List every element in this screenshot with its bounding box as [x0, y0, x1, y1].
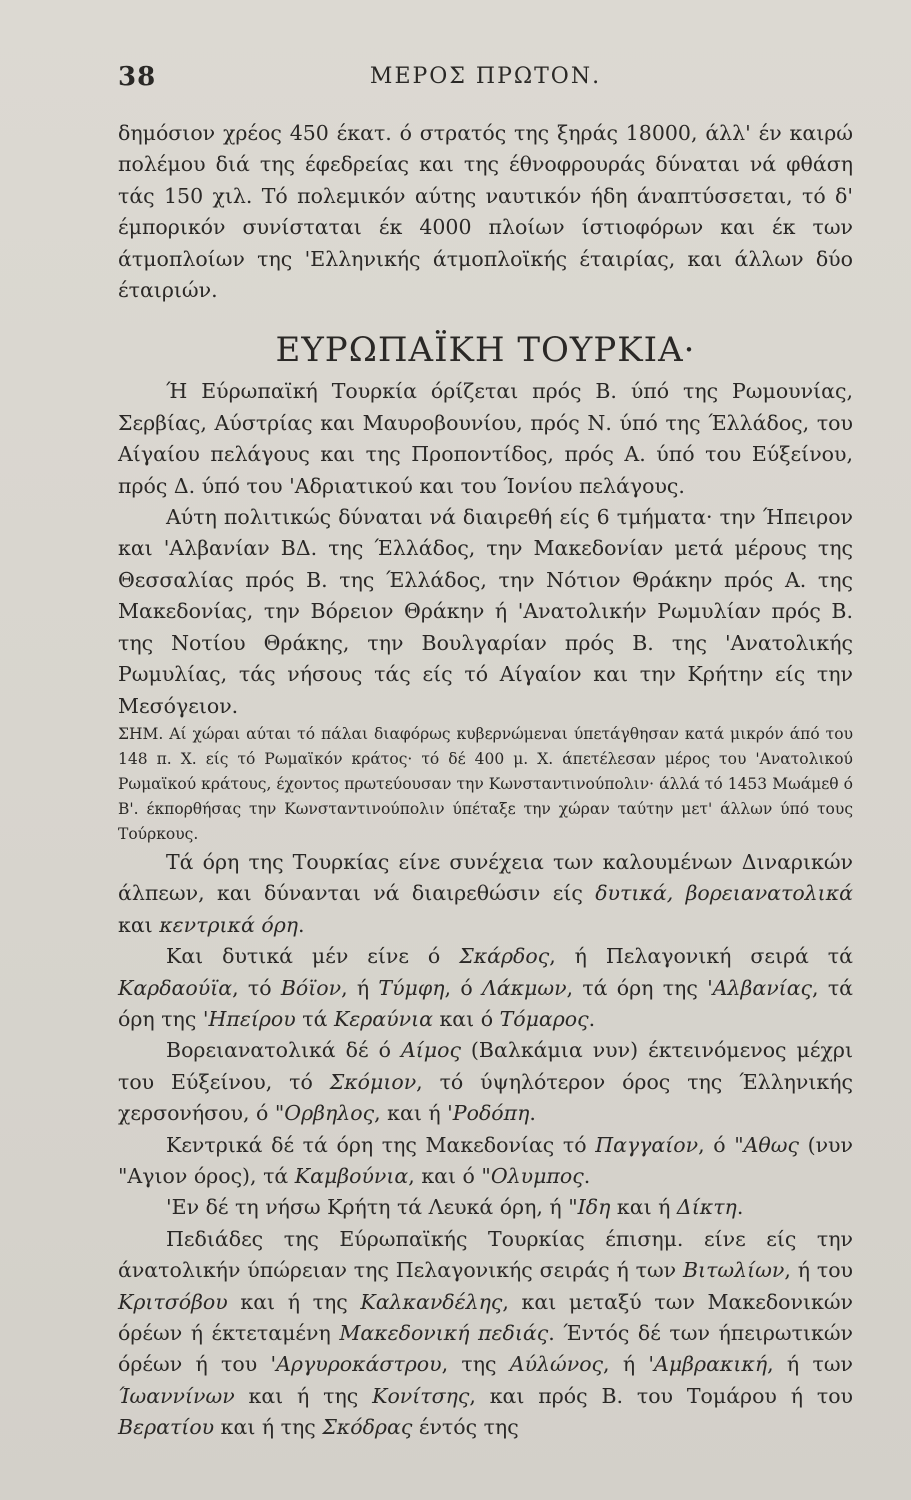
section-heading: ΕΥΡΩΠΑΪΚΗ ΤΟΥΡΚΙΑ·: [275, 330, 696, 371]
italic-term: Καρδαούϊα: [118, 975, 233, 1000]
text-run: , και μεταξύ των Μακεδονικών όρέων ή έκτεταμένη: [118, 1289, 853, 1345]
paragraph-mountains: [118, 847, 853, 941]
historical-note: ΣΗΜ. Αί χώραι αύται τό πάλαι διαφόρως κυβερνώμεναι ύπετάγθησαν κατά μικρόν άπό του 148 π. Χ. είς τό Ρωμαϊκόν κράτος· τό δέ 400 μ. Χ. άπετέλεσαν μέρος του 'Ανατολικού Ρωμαϊκού κράτους, έχοντος πρωτεύουσαν την Κωνσταντινούπολιν· άλλά τό 1453 Μωάμεθ ό Β'. έκπορθήσας την Κωνσταντινούπολιν ύπέταξε την χώραν ταύτην μετ' άλλων ύπό τους Τούρκους.: [118, 724, 853, 843]
paragraph-crete-mountains: [118, 1192, 853, 1223]
text-run: , και ή: [374, 1101, 448, 1126]
text-run: .: [583, 1163, 591, 1188]
text-run: , και ό: [408, 1163, 482, 1188]
italic-term: Τύμφη: [378, 975, 445, 1000]
italic-term: Σκάρδος: [459, 944, 550, 969]
italic-term: Βόϊον: [280, 975, 342, 1000]
italic-term: Σκόμιον: [329, 1069, 417, 1094]
page-header: [118, 62, 853, 102]
italic-term: Ίωαννίνων: [118, 1383, 235, 1408]
italic-term: Λάκμων: [481, 975, 567, 1000]
text-run: , ή: [341, 975, 379, 1000]
text-run: τά: [295, 1006, 334, 1031]
page-body: [118, 118, 853, 1444]
text-run: , ή του: [784, 1258, 854, 1283]
italic-term: 'Ροδόπη: [447, 1101, 530, 1126]
text-run: , ό: [698, 1132, 735, 1157]
text-run: , τό: [232, 975, 281, 1000]
italic-term: κεντρικά όρη: [159, 912, 299, 937]
italic-term: Παγγαίον: [595, 1132, 699, 1157]
text-run: , ή: [603, 1352, 649, 1377]
italic-term: 'Αλβανίας: [707, 975, 813, 1000]
text-run: Βορειανατολικά δέ ό: [166, 1038, 401, 1063]
italic-term: Βερατίου: [118, 1415, 215, 1440]
text-run: .: [736, 1195, 744, 1220]
text-run: Πεδιάδες της Εύρωπαϊκής Τουρκίας έπισημ. είνε είς την άνατολικήν ύπώρειαν της Πελαγονικής σειράς ή των: [118, 1226, 853, 1283]
text-run: (Βαλκάμια νυν) έκτεινόμενος μέχρι του Εύξείνου, τό: [118, 1038, 853, 1094]
text-run: .: [529, 1101, 536, 1126]
text-run: , ό: [444, 975, 482, 1000]
text-run: , τά όρη της: [118, 975, 853, 1031]
italic-term: Κριτσόβου: [118, 1289, 228, 1314]
paragraph-navy: δημόσιον χρέος 450 έκατ. ό στρατός της ξηράς 18000, άλλ' έν καιρώ πολέμου διά της έφεδρείας και της έθνοφρουράς δύναται νά φθάση τάς 150 χιλ. Τό πολεμικόν αύτης ναυτικόν ήδη άναπτύσσεται, τό δ' έμπορικόν συνίσταται έκ 4000 πλοίων ίστιοφόρων και έκ των άτμοπλοίων της 'Ελληνικής άτμοπλοϊκής έταιρίας, και άλλων δύο έταιριών.: [118, 121, 853, 303]
text-run: και: [118, 912, 160, 937]
text-run: Τά όρη της Τουρκίας είνε συνέχεια των καλουμένων Διναρικών άλπεων, και δύνανται νά διαιρεθώσιν είς: [118, 849, 853, 906]
paragraph-divisions: Αύτη πολιτικώς δύναται νά διαιρεθή είς 6 τμήματα· την Ήπειρον και 'Αλβανίαν ΒΔ. της Έλλάδος, την Μακεδονίαν μετά μέρους της Θεσσαλίας πρός Β. της Έλλάδος, την Νότιον Θράκην πρός Α. της Μακεδονίας, την Βόρειον Θράκην ή 'Ανατολικήν Ρωμυλίαν πρός Β. της Νοτίου Θράκης, την Βουλγαρίαν πρός Β. της 'Ανατολικής Ρωμυλίας, τάς νήσους τάς είς τό Αίγαίον και την Κρήτην είς την Μεσόγειον.: [118, 505, 853, 718]
italic-term: Τόμαρος: [499, 1006, 589, 1031]
text-run: (νυν "Αγιον όρος), τά: [118, 1132, 853, 1188]
text-run: και ό: [432, 1006, 500, 1031]
italic-term: 'Αργυροκάστρου: [270, 1352, 442, 1377]
text-run: , της: [441, 1352, 510, 1377]
italic-term: "Ορβηλος: [274, 1101, 375, 1126]
italic-term: "Ολυμπος: [481, 1163, 584, 1188]
paragraph-northeastern-mountains: [118, 1035, 853, 1129]
paragraph-western-mountains: [118, 941, 853, 1035]
text-run: , ή Πελαγονική σειρά τά: [549, 944, 853, 969]
text-run: Και δυτικά μέν είνε ό: [166, 944, 460, 969]
text-run: .: [298, 912, 305, 937]
italic-term: "Ιδη: [568, 1195, 611, 1220]
italic-term: Κονίτσης: [372, 1383, 470, 1408]
text-run: έντός της: [412, 1415, 519, 1440]
paragraph-borders: Ή Εύρωπαϊκή Τουρκία όρίζεται πρός Β. ύπό της Ρωμουνίας, Σερβίας, Αύστρίας και Μαυροβουνίου, πρός Ν. ύπό της Έλλάδος, του Αίγαίου πελάγους και της Προποντίδος, πρός Α. ύπό του Εύξείνου, πρός Δ. ύπό του 'Αδριατικού και του Ίονίου πελάγους.: [118, 379, 853, 498]
italic-term: Μακεδονική πεδιάς: [339, 1321, 549, 1345]
italic-term: Σκόδρας: [322, 1415, 413, 1440]
text-run: . Έντός δέ των ήπειρωτικών όρέων ή του: [118, 1321, 853, 1377]
italic-term: Καμβούνια: [294, 1163, 409, 1188]
text-run: και ή της: [227, 1289, 361, 1314]
text-run: .: [588, 1006, 596, 1031]
text-run: , τό ύψηλότερον όρος της Έλληνικής χερσονήσου, ό: [118, 1069, 853, 1126]
italic-term: 'Αμβρακική: [648, 1352, 768, 1377]
text-run: και ή: [610, 1195, 677, 1220]
text-run: , και πρός Β. του Τομάρου ή του: [469, 1383, 853, 1408]
paragraph-central-mountains: [118, 1130, 853, 1193]
text-run: Κεντρικά δέ τά όρη της Μακεδονίας τό: [166, 1132, 596, 1157]
text-run: και ή της: [234, 1383, 373, 1408]
italic-term: Αύλώνος: [509, 1352, 604, 1377]
italic-term: 'Ηπείρου: [202, 1006, 296, 1031]
text-run: 'Εν δέ τη νήσω Κρήτη τά Λευκά όρη, ή: [166, 1195, 569, 1220]
text-run: , ή των: [767, 1352, 854, 1377]
italic-term: "Αθως: [734, 1132, 799, 1157]
running-head: ΜΕΡΟΣ ΠΡΩΤΟΝ.: [369, 64, 602, 89]
text-run: , τά όρη της: [566, 975, 708, 1000]
italic-term: Κεραύνια: [333, 1006, 433, 1031]
page-number: 38: [118, 62, 157, 92]
italic-term: Δίκτη: [676, 1195, 737, 1220]
italic-term: Καλκανδέλης: [360, 1289, 503, 1314]
italic-term: Βιτωλίων: [682, 1258, 785, 1283]
paragraph-plains: [118, 1224, 853, 1444]
text-run: και ή της: [214, 1415, 323, 1440]
italic-term: δυτικά, βορειανατολικά: [595, 881, 853, 906]
italic-term: Αίμος: [400, 1038, 461, 1063]
